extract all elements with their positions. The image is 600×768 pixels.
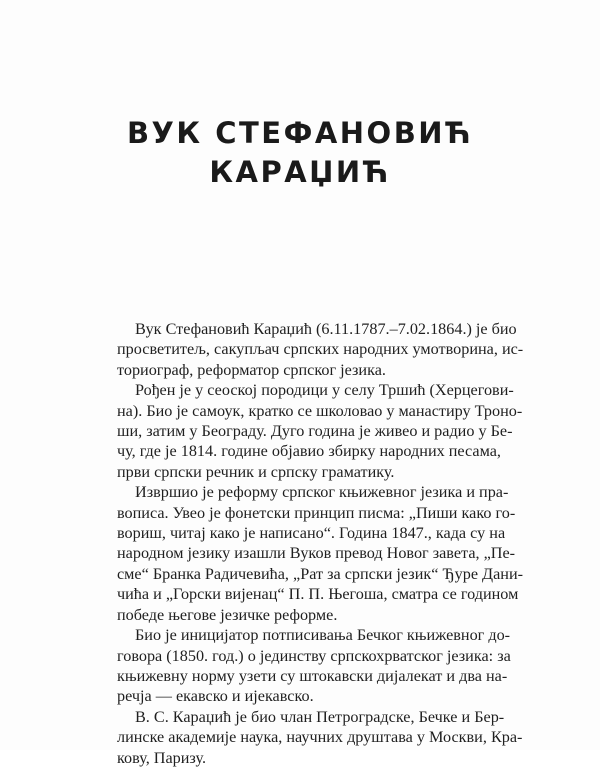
text-line: речја — екавско и ијекавско.: [117, 687, 314, 706]
text-line: први српски речник и српску граматику.: [117, 462, 395, 481]
text-line: сме“ Бранка Радичевића, „Рат за српски језик“ Ђуре Дани-: [117, 564, 523, 583]
text-line: вориш, читај како је написано“. Година 1847., када су на: [117, 524, 506, 543]
text-line: књижевну норму узети су штокавски дијалекат и два на-: [117, 666, 508, 685]
text-line: Извршио је реформу српског књижевног језика и пра-: [135, 483, 509, 502]
text-line: Био је иницијатор потписивања Бечког књижевног до-: [135, 626, 511, 645]
title-line-2: КАРАЏИЋ: [209, 155, 391, 189]
text-line: на). Био је самоук, кратко се школовао у манастиру Троно-: [117, 401, 523, 420]
text-line: ториограф, реформатор српског језика.: [117, 360, 386, 379]
page-title: [60, 114, 540, 192]
paragraph-1: [117, 319, 524, 380]
text-line: чу, где је 1814. године објавио збирку народних песама,: [117, 442, 501, 461]
text-line: кову, Паризу.: [117, 748, 206, 767]
text-line: народном језику изашли Вуков превод Новог завета, „Пе-: [117, 544, 516, 563]
text-line: говора (1850. год.) о јединству српскохрватског језика: за: [117, 646, 511, 665]
paragraph-2: [117, 380, 523, 482]
text-line: ши, затим у Београду. Дуго година је живео и радио у Бе-: [117, 422, 513, 441]
text-line: Рођен је у сеоској породици у селу Тршић (Херцегови-: [135, 381, 514, 400]
text-line: В. С. Караџић је био члан Петроградске, Бечке и Бер-: [135, 707, 505, 726]
biography-text: [117, 319, 524, 768]
paragraph-3: [117, 482, 523, 625]
text-line: победе његове језичке реформе.: [117, 605, 338, 624]
paragraph-5: [117, 707, 523, 768]
text-line: просветитељ, сакупљач српских народних умотворина, ис-: [117, 340, 524, 359]
text-line: вописа. Увео је фонетски принцип писма: „Пиши како го-: [117, 503, 516, 522]
title-line-1: ВУК СТЕФАНОВИЋ: [126, 116, 474, 150]
paragraph-4: [117, 625, 511, 707]
text-line: чића и „Горски вијенац“ П. П. Његоша, сматра се годином: [117, 585, 519, 604]
text-line: Вук Стефановић Караџић (6.11.1787.–7.02.1864.) је био: [135, 320, 517, 338]
text-line: линске академије наука, научних друштава у Москви, Кра-: [117, 728, 523, 747]
